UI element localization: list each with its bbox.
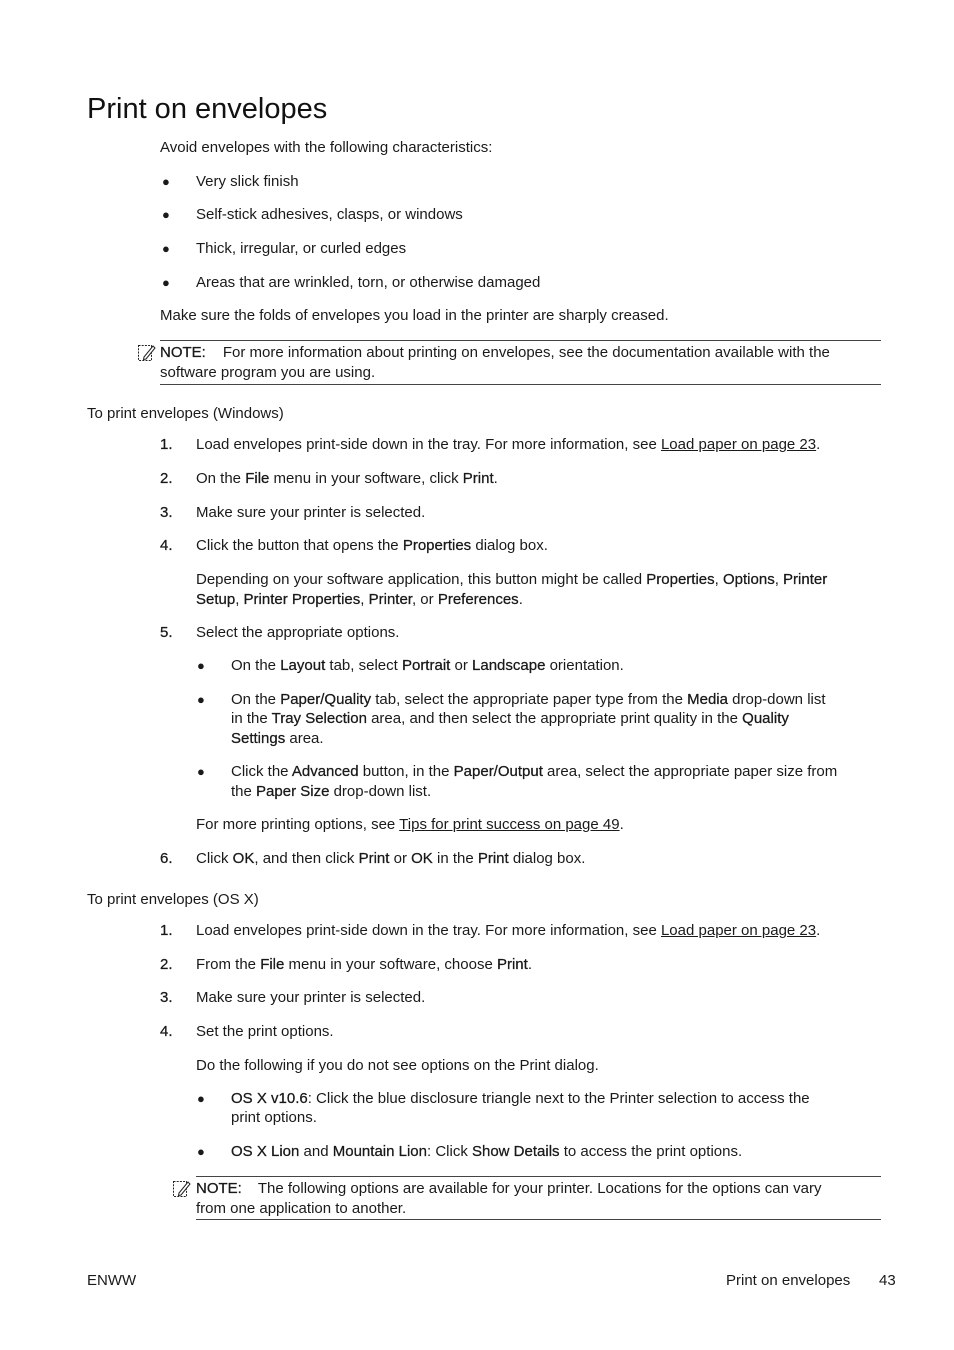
step-text	[196, 955, 532, 975]
step-text: Make sure your printer is selected.	[196, 504, 426, 521]
bullet-icon: ●	[162, 174, 170, 189]
step-text-part: Depending on your software application, this button might be called	[196, 571, 647, 588]
ui-term: Show Details	[471, 1143, 560, 1160]
bullet-icon: ●	[197, 692, 205, 707]
step-text-part: area.	[285, 730, 324, 747]
note-label: NOTE:	[196, 1180, 242, 1197]
ui-term: Tray Selection	[271, 710, 367, 727]
step-text-part: or	[450, 657, 473, 674]
ui-term: Properties	[646, 571, 715, 588]
step-text-part: : Click	[426, 1143, 472, 1160]
step-text	[196, 469, 498, 489]
step-number: 3.	[160, 504, 173, 521]
step-paragraph-line-2	[196, 590, 523, 610]
step-text-part: in the	[231, 710, 272, 727]
note-line-1	[196, 1179, 822, 1199]
note-bottom-rule	[160, 384, 881, 385]
ui-term: Options	[723, 571, 775, 588]
list-item: Thick, irregular, or curled edges	[196, 240, 407, 257]
ui-term: Paper Size	[256, 783, 330, 800]
section-heading-osx: To print envelopes (OS X)	[87, 891, 259, 908]
note-line-2: software program you are using.	[160, 364, 376, 381]
step-text-part: ,	[714, 571, 723, 588]
step-text-part: Click the button that opens the	[196, 537, 403, 554]
step-text-part: button, in the	[358, 763, 454, 780]
ui-term: Printer Properties	[243, 591, 361, 608]
step-text-part: , and then click	[254, 850, 359, 867]
step-text-part: and	[299, 1143, 333, 1160]
step-text: Make sure your printer is selected.	[196, 989, 426, 1006]
ui-term: Printer	[783, 571, 828, 588]
step-paragraph-line-1	[196, 570, 827, 590]
step-text-part: tab, select the appropriate paper type from the	[371, 691, 688, 708]
step-text-part: area, select the appropriate paper size from	[542, 763, 838, 780]
step-text	[196, 536, 548, 556]
step-number: 2.	[160, 470, 173, 487]
ui-term: Print	[358, 850, 390, 867]
sub-bullet-line-1	[231, 1089, 810, 1109]
page-number: 43	[879, 1272, 896, 1289]
sub-bullet-line-2	[231, 782, 431, 802]
step-number: 6.	[160, 850, 173, 867]
page-title: Print on envelopes	[87, 93, 328, 125]
sub-bullet-text	[231, 656, 624, 676]
step-text-part: .	[518, 591, 523, 608]
list-item: Areas that are wrinkled, torn, or otherwise damaged	[196, 274, 541, 291]
ui-term: Paper/Quality	[280, 691, 372, 708]
bullet-icon: ●	[197, 764, 205, 779]
note-top-rule	[196, 1176, 881, 1177]
sub-bullet-text	[231, 1142, 742, 1162]
ui-term: OS X v10.6	[231, 1090, 308, 1107]
bullet-icon: ●	[197, 1091, 205, 1106]
ui-term: Landscape	[472, 657, 546, 674]
step-text-part: : Click the blue disclosure triangle next to the Printer selection to access the	[307, 1090, 810, 1107]
ui-term: File	[260, 956, 285, 973]
section-heading-windows: To print envelopes (Windows)	[87, 405, 284, 422]
ui-term: Media	[687, 691, 728, 708]
load-paper-link[interactable]: Load paper on page 23	[660, 922, 817, 939]
ui-term: OK	[232, 850, 255, 867]
folds-text: Make sure the folds of envelopes you load in the printer are sharply creased.	[160, 307, 669, 324]
list-item: Very slick finish	[196, 173, 299, 190]
bullet-icon: ●	[162, 241, 170, 256]
step-text: Set the print options.	[196, 1023, 334, 1040]
sub-bullet-line-3	[231, 729, 324, 749]
ui-term: Properties	[402, 537, 472, 554]
ui-term: Print	[462, 470, 494, 487]
step-text-part: From the	[196, 956, 261, 973]
step-number: 3.	[160, 989, 173, 1006]
step-number: 2.	[160, 956, 173, 973]
step-text-part: On the	[231, 657, 281, 674]
sub-bullet-line-1	[231, 690, 826, 710]
step-text-part: Click	[196, 850, 233, 867]
note-top-rule	[160, 340, 881, 341]
bullet-icon: ●	[162, 207, 170, 222]
note-text: The following options are available for your printer. Locations for the options can vary	[257, 1180, 822, 1197]
step-text-part: On the	[196, 470, 246, 487]
step-number: 1.	[160, 922, 173, 939]
step-text-part: .	[619, 816, 624, 833]
bullet-icon: ●	[197, 1144, 205, 1159]
step-text-part: or	[389, 850, 412, 867]
footer-left: ENWW	[87, 1272, 137, 1289]
bullet-icon: ●	[197, 658, 205, 673]
list-item: Self-stick adhesives, clasps, or windows	[196, 206, 463, 223]
step-text-part: Load envelopes print-side down in the tray. For more information, see	[196, 922, 661, 939]
step-text-part: Load envelopes print-side down in the tray. For more information, see	[196, 436, 661, 453]
intro-text: Avoid envelopes with the following characteristics:	[160, 139, 493, 156]
ui-term: Portrait	[401, 657, 451, 674]
step-text-part: drop-down list.	[329, 783, 432, 800]
step-text-part: .	[527, 956, 532, 973]
sub-bullet-line-2	[231, 709, 789, 729]
step-text-part: ,	[774, 571, 784, 588]
ui-term: Print	[477, 850, 509, 867]
step-number: 1.	[160, 436, 173, 453]
step-text-part: menu in your software, click	[269, 470, 463, 487]
step-number: 5.	[160, 624, 173, 641]
load-paper-link[interactable]: Load paper on page 23	[660, 436, 817, 453]
step-text-part: to access the print options.	[559, 1143, 743, 1160]
step-text-part: ,	[235, 591, 244, 608]
note-bottom-rule	[196, 1219, 881, 1220]
ui-term: OS X Lion	[231, 1143, 300, 1160]
step-text	[196, 435, 820, 455]
ui-term: Setup	[196, 591, 236, 608]
note-icon	[136, 343, 156, 363]
step-text: Select the appropriate options.	[196, 624, 400, 641]
step-text-part: For more printing options, see	[196, 816, 400, 833]
step-text-part: tab, select	[325, 657, 402, 674]
ui-term: Printer	[368, 591, 412, 608]
step-text-part: .	[493, 470, 498, 487]
ui-term: Advanced	[291, 763, 359, 780]
step-text-part: dialog box.	[471, 537, 548, 554]
step-text-part: , or	[411, 591, 438, 608]
step-paragraph: Do the following if you do not see options on the Print dialog.	[196, 1057, 599, 1074]
ui-term: Layout	[280, 657, 326, 674]
ui-term: Preferences	[437, 591, 519, 608]
footer-section: Print on envelopes	[726, 1272, 851, 1289]
ui-term: Settings	[231, 730, 286, 747]
step-text-part: On the	[231, 691, 281, 708]
note-label: NOTE:	[160, 344, 206, 361]
note-icon	[171, 1179, 191, 1199]
step-text-part: menu in your software, choose	[284, 956, 497, 973]
step-text-part: dialog box.	[508, 850, 586, 867]
step-text-part: in the	[432, 850, 478, 867]
ui-term: File	[245, 470, 270, 487]
note-line-1	[160, 343, 830, 363]
step-text-part: orientation.	[545, 657, 624, 674]
note-line-2: from one application to another.	[196, 1200, 407, 1217]
ui-term: Paper/Output	[453, 763, 543, 780]
step-text-part: drop-down list	[727, 691, 826, 708]
step-number: 4.	[160, 537, 173, 554]
step-text-part: area, and then select the appropriate print quality in the	[366, 710, 743, 727]
ui-term: Mountain Lion	[332, 1143, 427, 1160]
bullet-icon: ●	[162, 275, 170, 290]
step-text	[196, 849, 585, 869]
sub-bullet-line-2: print options.	[231, 1109, 317, 1126]
step-text-part: .	[816, 436, 821, 453]
step-text	[196, 921, 820, 941]
step-text-part: .	[816, 922, 821, 939]
step-text-part: Click the	[231, 763, 292, 780]
note-text: For more information about printing on envelopes, see the documentation available with the	[222, 344, 830, 361]
ui-term: OK	[411, 850, 433, 867]
more-options-text	[196, 815, 624, 835]
ui-term: Print	[496, 956, 528, 973]
sub-bullet-line-1	[231, 762, 837, 782]
tips-print-success-link[interactable]: Tips for print success on page 49	[399, 816, 620, 833]
ui-term: Quality	[742, 710, 789, 727]
step-number: 4.	[160, 1023, 173, 1040]
step-text-part: ,	[360, 591, 369, 608]
step-text-part: the	[231, 783, 257, 800]
